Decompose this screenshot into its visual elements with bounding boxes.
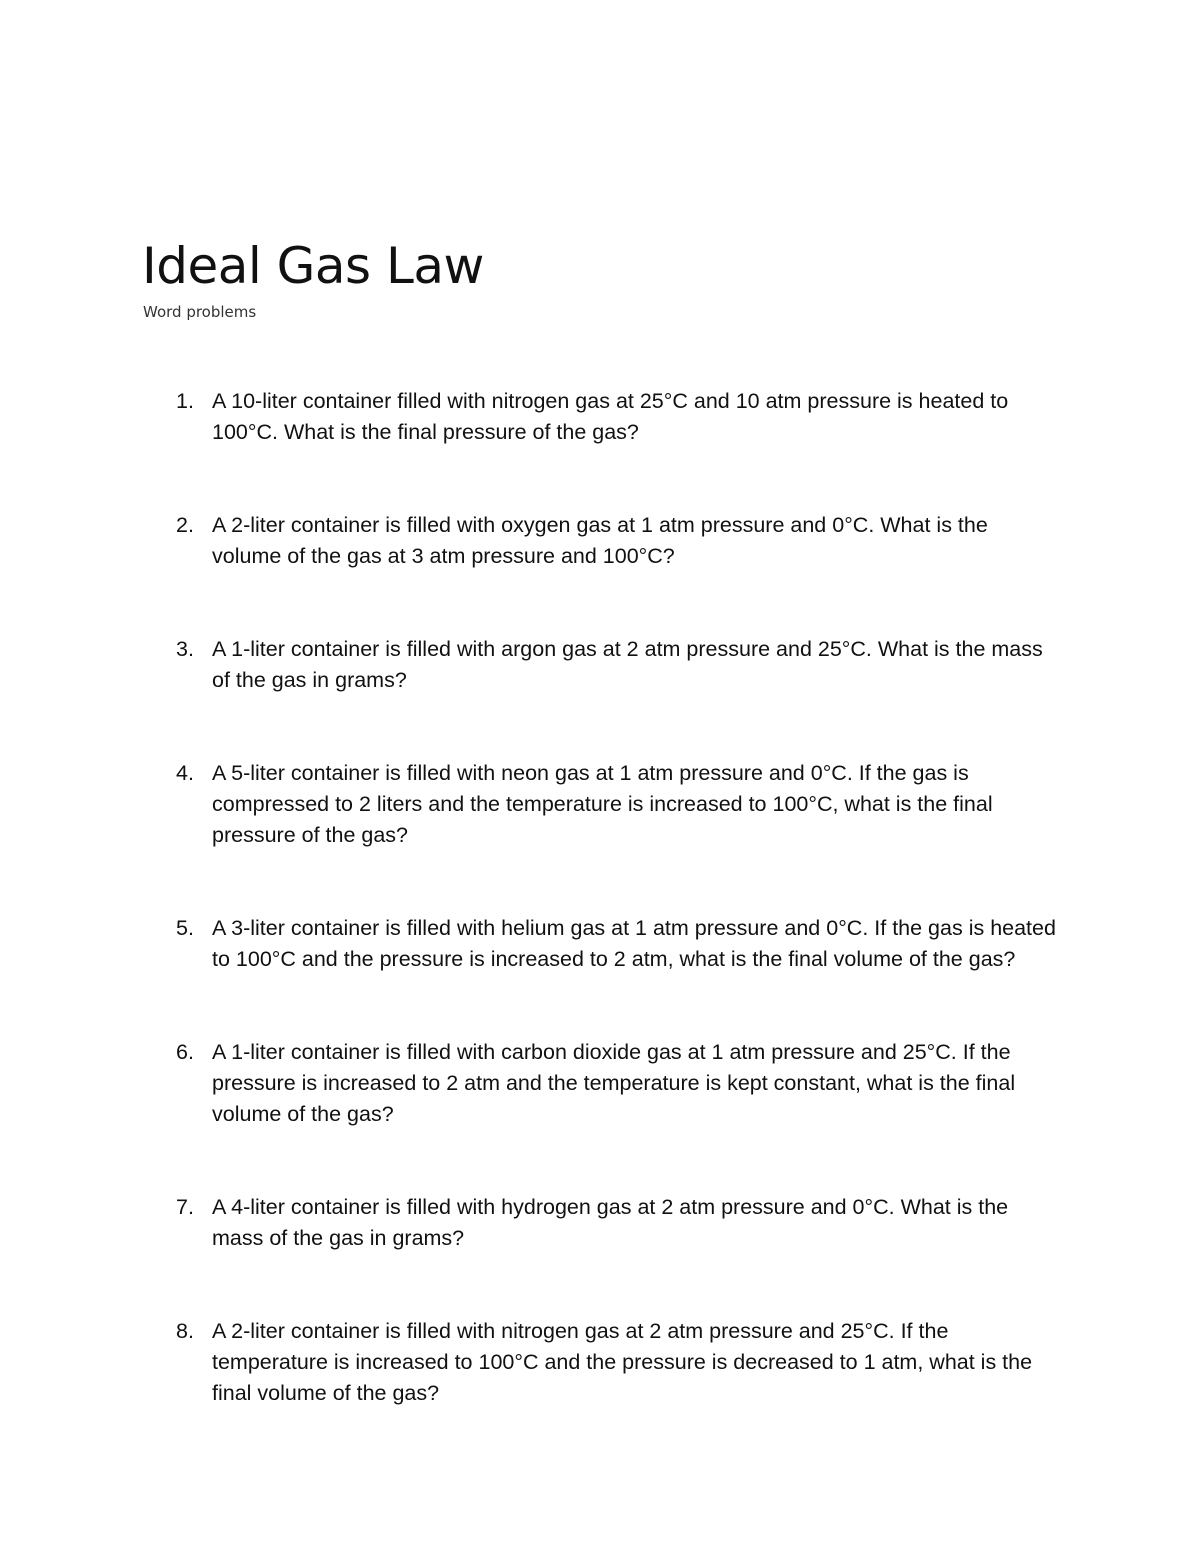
problem-number: 5. [176, 916, 194, 940]
problem-item [0, 758, 1200, 851]
problem-text: A 2-liter container is filled with nitrogen gas at 2 atm pressure and 25°C. If the temperature is increased to 100°C and the pressure is decreased to 1 atm, what is the final volume of the gas? [212, 1319, 1033, 1405]
problem-text: A 1-liter container is filled with carbon dioxide gas at 1 atm pressure and 25°C. If the pressure is increased to 2 atm and the temperature is kept constant, what is the final volume of the gas? [212, 1040, 1016, 1126]
problem-item [0, 634, 1200, 696]
problem-list [0, 386, 1200, 1471]
problem-item [0, 386, 1200, 448]
problem-text: A 10-liter container filled with nitrogen gas at 25°C and 10 atm pressure is heated to 100°C. What is the final pressure of the gas? [212, 389, 1009, 444]
problem-text: A 5-liter container is filled with neon gas at 1 atm pressure and 0°C. If the gas is compressed to 2 liters and the temperature is increased to 100°C, what is the final pressure of the gas? [212, 761, 993, 847]
problem-item [0, 1037, 1200, 1130]
problem-number: 6. [176, 1040, 194, 1064]
problem-text: A 2-liter container is filled with oxygen gas at 1 atm pressure and 0°C. What is the volume of the gas at 3 atm pressure and 100°C? [212, 513, 988, 568]
document-subtitle: Word problems [143, 303, 257, 321]
problem-number: 1. [176, 389, 194, 413]
problem-text: A 1-liter container is filled with argon gas at 2 atm pressure and 25°C. What is the mass of the gas in grams? [212, 637, 1043, 692]
problem-item [0, 510, 1200, 572]
problem-number: 7. [176, 1195, 194, 1219]
problem-number: 2. [176, 513, 194, 537]
problem-item [0, 1192, 1200, 1254]
problem-text: A 4-liter container is filled with hydrogen gas at 2 atm pressure and 0°C. What is the mass of the gas in grams? [212, 1195, 1009, 1250]
problem-item [0, 913, 1200, 975]
problem-number: 8. [176, 1319, 194, 1343]
problem-item [0, 1316, 1200, 1409]
problem-text: A 3-liter container is filled with helium gas at 1 atm pressure and 0°C. If the gas is heated to 100°C and the pressure is increased to 2 atm, what is the final volume of the gas? [212, 916, 1056, 971]
problem-number: 4. [176, 761, 194, 785]
document-title: Ideal Gas Law [142, 237, 484, 295]
problem-number: 3. [176, 637, 194, 661]
